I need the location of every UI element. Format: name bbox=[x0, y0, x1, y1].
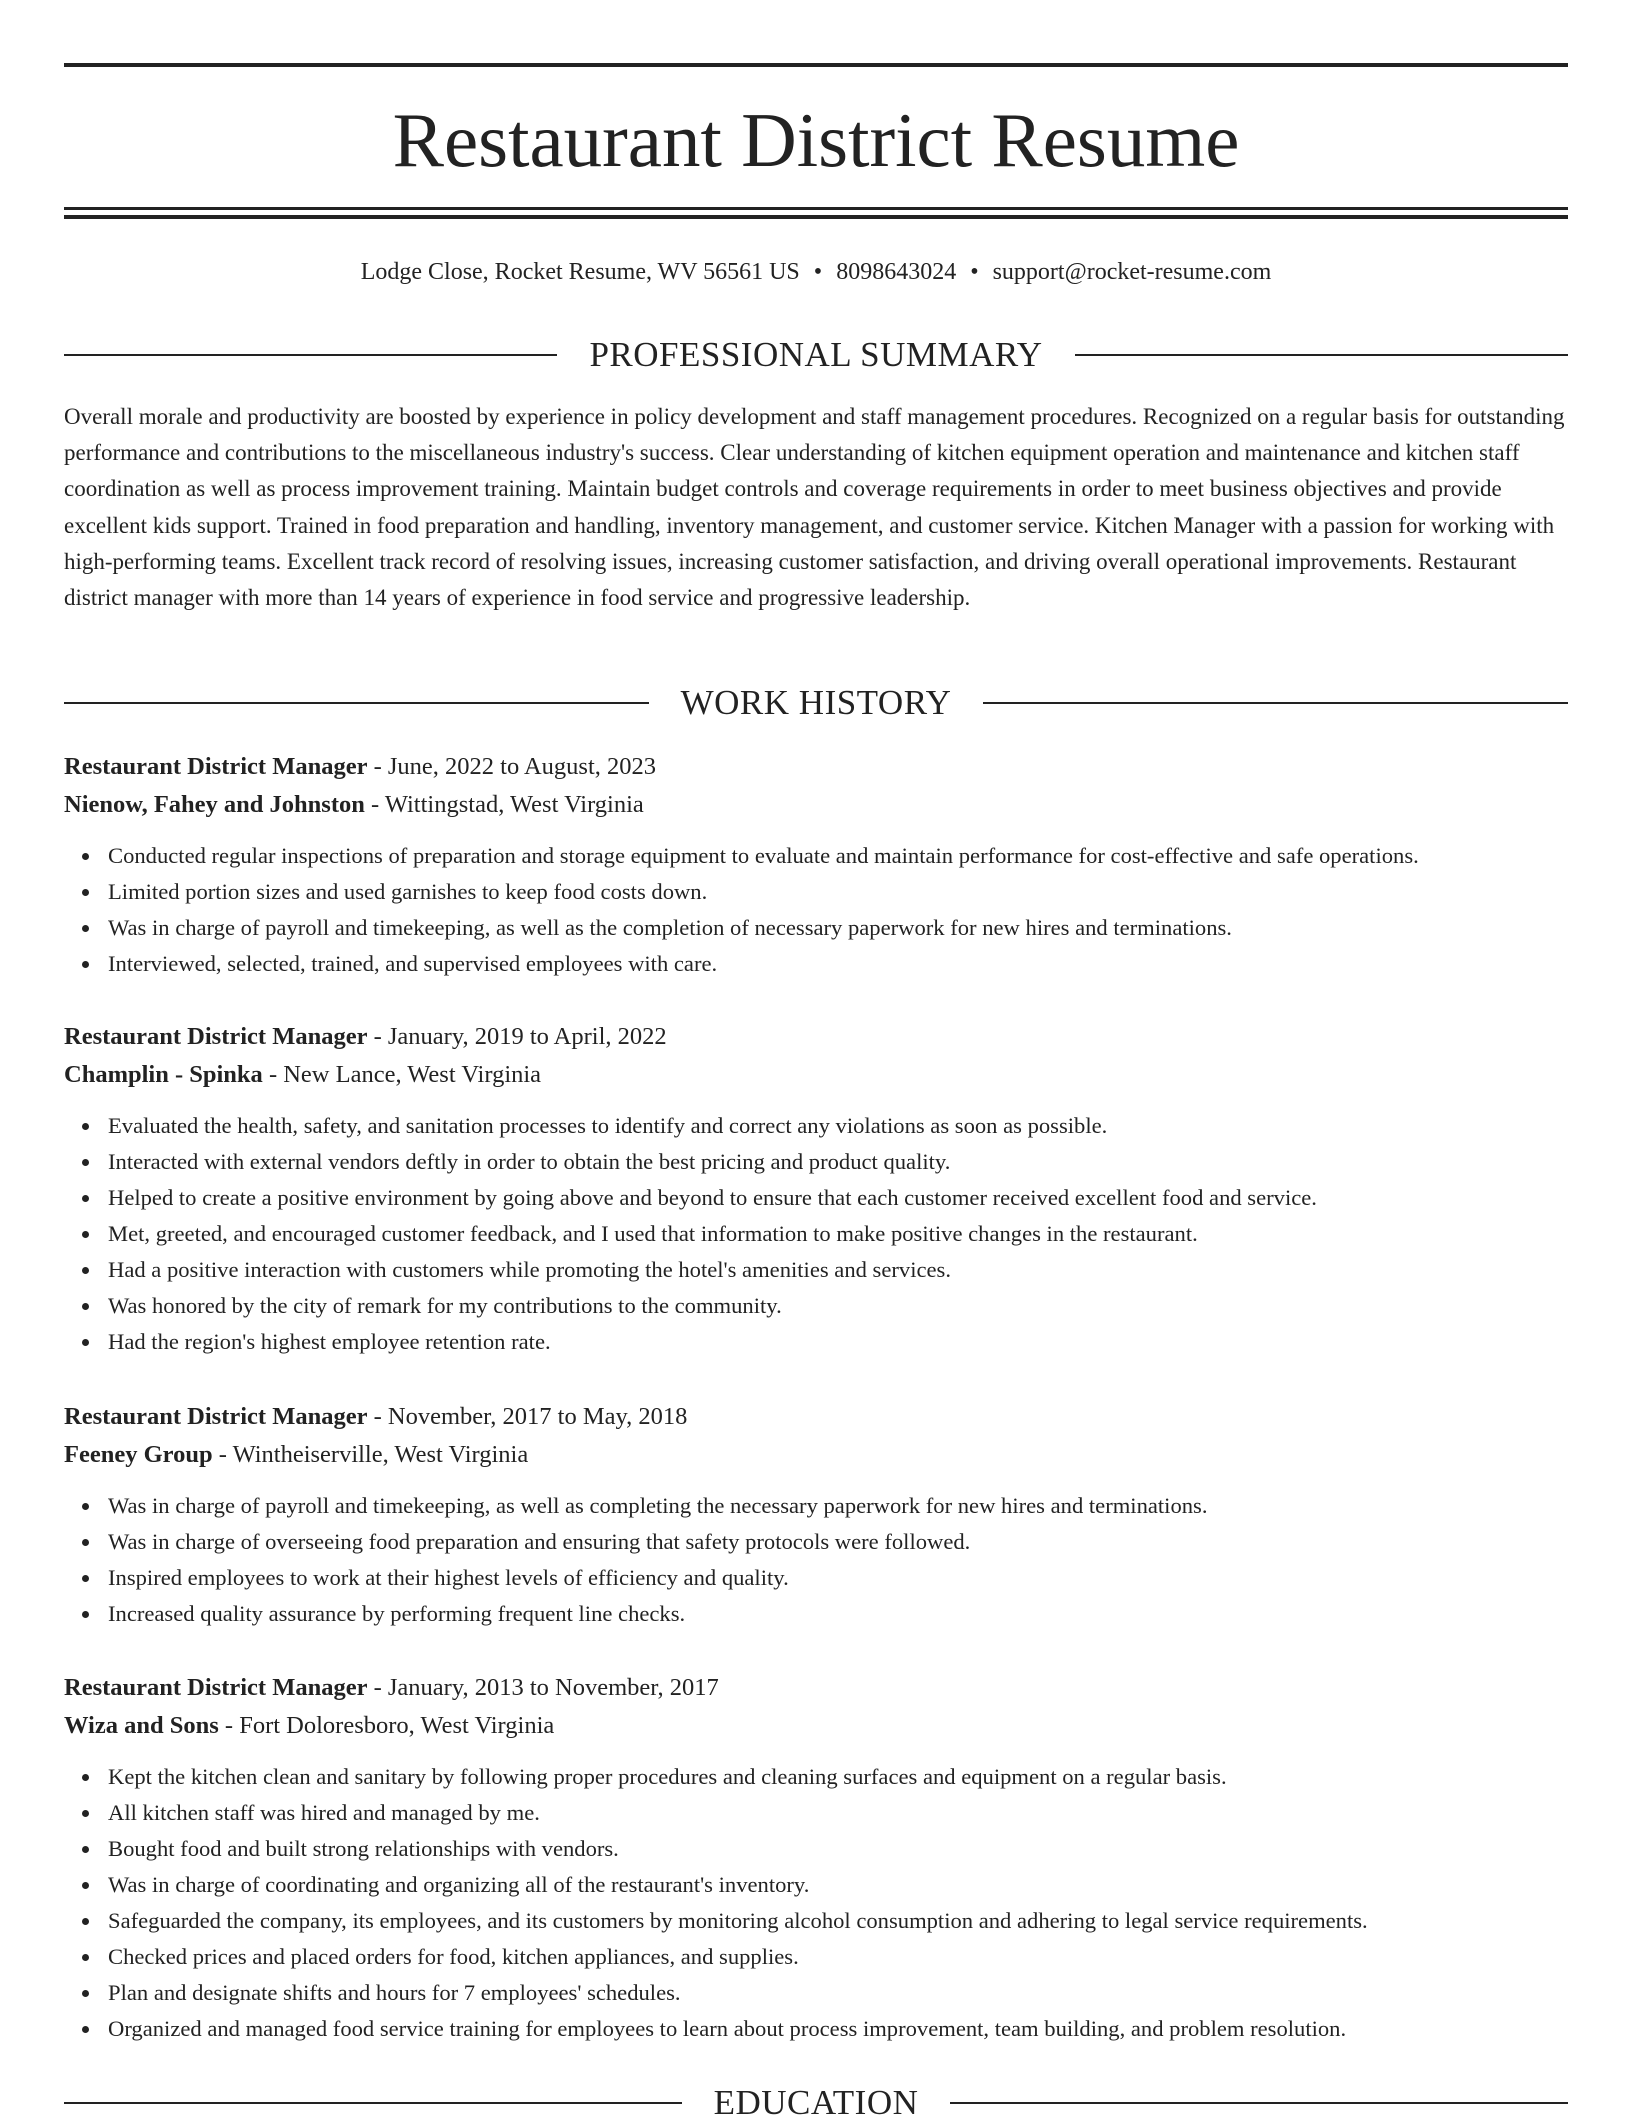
job-bullets bbox=[64, 1488, 1568, 1632]
heading-rule bbox=[950, 2102, 1568, 2104]
job-bullet: Plan and designate shifts and hours for 7 employees' schedules. bbox=[108, 1975, 1568, 2011]
job-bullets bbox=[64, 1108, 1568, 1360]
job-bullet: Met, greeted, and encouraged customer feedback, and I used that information to make positive changes in the restaurant. bbox=[108, 1216, 1568, 1252]
job-company: Feeney Group bbox=[64, 1441, 213, 1468]
job-bullet: Was in charge of payroll and timekeeping, as well as the completion of necessary paperwork for new hires and terminations. bbox=[108, 910, 1568, 946]
job-company: Nienow, Fahey and Johnston bbox=[64, 791, 365, 818]
contact-address: Lodge Close, Rocket Resume, WV 56561 US bbox=[360, 259, 800, 285]
job-bullet: Checked prices and placed orders for food, kitchen appliances, and supplies. bbox=[108, 1939, 1568, 1975]
job-bullets bbox=[64, 1759, 1568, 2047]
section-title: WORK HISTORY bbox=[680, 683, 952, 722]
job-location: Fort Doloresboro, West Virginia bbox=[239, 1712, 555, 1739]
job-company-line: Wiza and Sons - Fort Doloresboro, West Virginia bbox=[64, 1712, 555, 1739]
job-company: Champlin - Spinka bbox=[64, 1061, 263, 1088]
job-title-line: Restaurant District Manager - June, 2022 to August, 2023 bbox=[64, 753, 657, 780]
job-bullet: Increased quality assurance by performing frequent line checks. bbox=[108, 1596, 1568, 1632]
job-dates: January, 2019 to April, 2022 bbox=[387, 1023, 667, 1050]
contact-phone: 8098643024 bbox=[836, 259, 957, 285]
job-location: Wintheiserville, West Virginia bbox=[232, 1441, 529, 1468]
job-title-line: Restaurant District Manager - January, 2013 to November, 2017 bbox=[64, 1674, 719, 1701]
job-company: Wiza and Sons bbox=[64, 1712, 219, 1739]
professional-summary-text: Overall morale and productivity are boosted by experience in policy development and staff management procedures. Recognized on a regular basis for outstanding performance and contributions to the miscellaneous industry's success. Clear understanding of kitchen equipment operation and maintenance and kitchen staff coordination as well as process improvement training. Maintain budget controls and coverage requirements in order to meet business objectives and provide excellent kids support. Trained in food preparation and handling, inventory management, and customer service. Kitchen Manager with a passion for working with high-performing teams. Excellent track record of resolving issues, increasing customer satisfaction, and driving overall operational improvements. Restaurant district manager with more than 14 years of experience in food service and progressive leadership. bbox=[64, 404, 1565, 611]
section-heading-summary bbox=[64, 332, 1568, 378]
heading-rule bbox=[64, 354, 557, 356]
job-bullet: Evaluated the health, safety, and sanitation processes to identify and correct any violations as soon as possible. bbox=[108, 1108, 1568, 1144]
job-bullet: Inspired employees to work at their highest levels of efficiency and quality. bbox=[108, 1560, 1568, 1596]
job-location: Wittingstad, West Virginia bbox=[384, 791, 644, 818]
section-heading-work-history bbox=[64, 680, 1568, 726]
job-title: Restaurant District Manager bbox=[64, 1403, 368, 1430]
job-bullet: Was in charge of overseeing food preparation and ensuring that safety protocols were followed. bbox=[108, 1524, 1568, 1560]
job-entry bbox=[64, 1398, 1568, 1632]
job-bullet: Organized and managed food service training for employees to learn about process improvement, team building, and problem resolution. bbox=[108, 2011, 1568, 2047]
job-bullet: Had a positive interaction with customers while promoting the hotel's amenities and services. bbox=[108, 1252, 1568, 1288]
job-bullet: Conducted regular inspections of preparation and storage equipment to evaluate and maintain performance for cost-effective and safe operations. bbox=[108, 838, 1568, 874]
job-company-line: Nienow, Fahey and Johnston - Wittingstad, West Virginia bbox=[64, 791, 644, 818]
contact-line bbox=[64, 254, 1568, 290]
document-title: Restaurant District Resume bbox=[392, 97, 1240, 183]
job-title: Restaurant District Manager bbox=[64, 1023, 368, 1050]
job-title-line: Restaurant District Manager - January, 2019 to April, 2022 bbox=[64, 1023, 667, 1050]
heading-rule bbox=[64, 702, 649, 704]
heading-rule bbox=[983, 702, 1568, 704]
job-company-line: Feeney Group - Wintheiserville, West Virginia bbox=[64, 1441, 529, 1468]
job-dates: November, 2017 to May, 2018 bbox=[387, 1403, 688, 1430]
job-bullet: Bought food and built strong relationships with vendors. bbox=[108, 1831, 1568, 1867]
section-title: PROFESSIONAL SUMMARY bbox=[589, 335, 1043, 374]
job-bullet: Safeguarded the company, its employees, and its customers by monitoring alcohol consumption and adhering to legal service requirements. bbox=[108, 1903, 1568, 1939]
job-dates: June, 2022 to August, 2023 bbox=[387, 753, 657, 780]
job-bullet: Interviewed, selected, trained, and supervised employees with care. bbox=[108, 946, 1568, 982]
job-entry bbox=[64, 1669, 1568, 2047]
job-entry bbox=[64, 748, 1568, 982]
job-entry bbox=[64, 1018, 1568, 1360]
heading-rule bbox=[1075, 354, 1568, 356]
job-bullets bbox=[64, 838, 1568, 982]
section-title: EDUCATION bbox=[713, 2083, 919, 2122]
title-rule-upper bbox=[64, 207, 1568, 210]
top-rule bbox=[64, 63, 1568, 67]
contact-separator: • bbox=[970, 259, 979, 285]
section-heading-education bbox=[64, 2080, 1568, 2126]
job-bullet: Was in charge of payroll and timekeeping, as well as completing the necessary paperwork for new hires and terminations. bbox=[108, 1488, 1568, 1524]
job-bullet: All kitchen staff was hired and managed by me. bbox=[108, 1795, 1568, 1831]
job-title: Restaurant District Manager bbox=[64, 753, 368, 780]
heading-rule bbox=[64, 2102, 682, 2104]
job-bullet: Had the region's highest employee retention rate. bbox=[108, 1324, 1568, 1360]
job-bullet: Was honored by the city of remark for my contributions to the community. bbox=[108, 1288, 1568, 1324]
job-bullet: Kept the kitchen clean and sanitary by following proper procedures and cleaning surfaces and equipment on a regular basis. bbox=[108, 1759, 1568, 1795]
contact-email: support@rocket-resume.com bbox=[992, 259, 1272, 285]
job-location: New Lance, West Virginia bbox=[283, 1061, 542, 1088]
job-dates: January, 2013 to November, 2017 bbox=[387, 1674, 719, 1701]
job-title: Restaurant District Manager bbox=[64, 1674, 368, 1701]
job-bullet: Interacted with external vendors deftly in order to obtain the best pricing and product quality. bbox=[108, 1144, 1568, 1180]
job-bullet: Was in charge of coordinating and organizing all of the restaurant's inventory. bbox=[108, 1867, 1568, 1903]
contact-separator: • bbox=[813, 259, 823, 285]
job-bullet: Helped to create a positive environment by going above and beyond to ensure that each customer received excellent food and service. bbox=[108, 1180, 1568, 1216]
job-company-line: Champlin - Spinka - New Lance, West Virginia bbox=[64, 1061, 542, 1088]
title-rule-lower bbox=[64, 215, 1568, 219]
job-title-line: Restaurant District Manager - November, 2017 to May, 2018 bbox=[64, 1403, 688, 1430]
job-bullet: Limited portion sizes and used garnishes to keep food costs down. bbox=[108, 874, 1568, 910]
